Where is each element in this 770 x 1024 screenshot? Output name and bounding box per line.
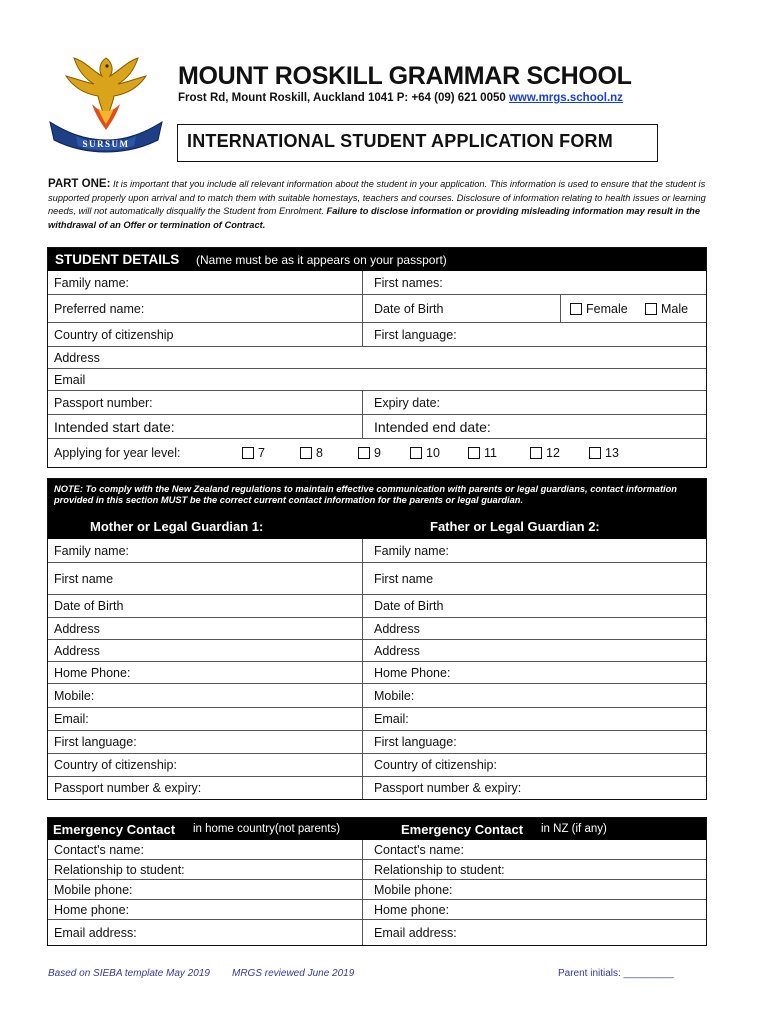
year-7-check-icon xyxy=(242,447,254,459)
emergency-left-label: Contact's name: xyxy=(54,842,144,857)
preferred-name-field[interactable] xyxy=(48,295,144,322)
part-one-label: PART ONE: xyxy=(48,178,111,190)
guardian-right-field[interactable] xyxy=(368,618,420,639)
country-label: Country of citizenship xyxy=(54,327,174,342)
emergency-left-label: Relationship to student: xyxy=(54,862,185,877)
guardians-section xyxy=(47,478,707,800)
first-names-field[interactable] xyxy=(368,271,443,294)
student-details-section xyxy=(47,247,707,468)
guardian-left-label: Email: xyxy=(54,712,89,726)
emergency-section xyxy=(47,817,707,946)
guardian-left-field[interactable] xyxy=(48,731,137,753)
intro-text: It is important that you include all relevant information about the student in your application. This information is used to ensure that the student is supported properly upon arrival and to match them with suitable homestays, teachers and courses. Disclosure of information relating to health issues or learning needs, will not automatically disqualify the Student from Enrolment. xyxy=(48,179,706,217)
guardian-right-field[interactable] xyxy=(368,662,450,683)
school-name: MOUNT ROSKILL GRAMMAR SCHOOL xyxy=(178,62,632,90)
guardian-left-label: Family name: xyxy=(54,543,130,558)
year-12-label: 12 xyxy=(546,446,560,460)
guardian-row xyxy=(48,595,706,618)
passport-label: Passport number: xyxy=(54,395,153,410)
guardian-row xyxy=(48,754,706,777)
guardian-right-label: Address xyxy=(374,643,420,658)
emergency-rows xyxy=(48,840,706,945)
guardian-right-label: Date of Birth xyxy=(374,599,444,613)
year-11-check-icon xyxy=(468,447,480,459)
guardian-right-field[interactable] xyxy=(368,640,420,661)
guardian-right-field[interactable] xyxy=(368,539,449,562)
dob-label: Date of Birth xyxy=(374,301,444,316)
guardian-left-field[interactable] xyxy=(48,640,100,661)
female-checkbox[interactable] xyxy=(570,295,628,322)
passport-field[interactable] xyxy=(48,391,153,414)
guardian-right-label: Country of citizenship: xyxy=(374,758,497,772)
year-13-label: 13 xyxy=(605,446,619,460)
emergency-left-field[interactable] xyxy=(48,880,133,899)
country-field[interactable] xyxy=(48,323,174,346)
emergency-right-label: Email address: xyxy=(374,925,457,940)
footer-parent-initials: Parent initials: _________ xyxy=(558,968,674,979)
year-9-checkbox[interactable] xyxy=(358,439,381,467)
student-row-country xyxy=(48,323,706,347)
year-10-label: 10 xyxy=(426,446,440,460)
guardian-left-field[interactable] xyxy=(48,777,201,799)
intro-paragraph xyxy=(48,178,712,232)
student-details-heading: STUDENT DETAILS xyxy=(55,252,180,267)
emergency-row xyxy=(48,920,706,945)
guardian-left-field[interactable] xyxy=(48,595,123,617)
guardian-row xyxy=(48,731,706,754)
family-name-field[interactable] xyxy=(48,271,129,294)
guardian-right-label: Home Phone: xyxy=(374,665,451,680)
preferred-name-label: Preferred name: xyxy=(54,301,145,316)
emergency-right-field[interactable] xyxy=(368,860,505,879)
emergency-right-field[interactable] xyxy=(368,880,453,899)
address-label: Address xyxy=(54,350,100,365)
guardian-rows xyxy=(48,539,706,799)
footer-reviewed-note: MRGS reviewed June 2019 xyxy=(232,968,355,979)
guardian-left-label: First name xyxy=(54,571,114,586)
first-language-label: First language: xyxy=(374,327,457,342)
guardian-left-field[interactable] xyxy=(48,754,177,776)
guardian-right-field[interactable] xyxy=(368,754,497,776)
guardian-row xyxy=(48,640,706,662)
guardian-right-field[interactable] xyxy=(368,563,433,594)
guardian-right-field[interactable] xyxy=(368,595,443,617)
year-level-label: Applying for year level: xyxy=(54,446,181,460)
guardian-right-field[interactable] xyxy=(368,708,409,730)
guardian-left-label: First language: xyxy=(54,735,137,749)
email-label: Email xyxy=(54,372,86,387)
male-label: Male xyxy=(661,301,689,316)
year-7-checkbox[interactable] xyxy=(242,439,265,467)
guardian-right-field[interactable] xyxy=(368,777,521,799)
guardian-left-label: Passport number & expiry: xyxy=(54,781,202,795)
guardian-left-field[interactable] xyxy=(48,684,94,707)
year-13-checkbox[interactable] xyxy=(589,439,619,467)
guardian-right-label: Mobile: xyxy=(374,688,415,703)
guardian-row xyxy=(48,777,706,799)
guardian-left-label: Address xyxy=(54,621,100,636)
dob-field[interactable] xyxy=(368,295,443,322)
guardian-left-label: Home Phone: xyxy=(54,665,131,680)
guardian-row xyxy=(48,539,706,563)
guardian-left-label: Date of Birth xyxy=(54,599,124,613)
school-crest-logo xyxy=(44,48,168,156)
guardian-row xyxy=(48,662,706,684)
emergency-right-label: Home phone: xyxy=(374,902,450,917)
guardian-row xyxy=(48,563,706,595)
expiry-label: Expiry date: xyxy=(374,395,441,410)
student-row-year-level xyxy=(48,439,706,467)
student-row-dates xyxy=(48,415,706,439)
emergency-row xyxy=(48,900,706,920)
emergency-left-label: Home phone: xyxy=(54,902,130,917)
first-language-field[interactable] xyxy=(368,323,457,346)
emergency-left-label: Email address: xyxy=(54,925,137,940)
emergency-left-heading: Emergency Contact xyxy=(53,822,176,837)
address-text: Frost Rd, Mount Roskill, Auckland 1041 P: +64 (09) 621 0050 xyxy=(178,92,506,104)
emergency-right-field[interactable] xyxy=(368,920,457,945)
emergency-right-field[interactable] xyxy=(368,900,449,919)
emergency-right-label: Mobile phone: xyxy=(374,882,453,897)
guardian-right-label: First name xyxy=(374,571,434,586)
first-names-label: First names: xyxy=(374,275,443,290)
guardian-left-label: Country of citizenship: xyxy=(54,758,177,772)
student-details-subheading: (Name must be as it appears on your passport) xyxy=(196,253,447,267)
student-row-passport xyxy=(48,391,706,415)
emergency-left-label: Mobile phone: xyxy=(54,882,133,897)
end-date-field[interactable] xyxy=(368,415,491,438)
emergency-right-sub: in NZ (if any) xyxy=(541,823,607,835)
emergency-right-heading: Emergency Contact xyxy=(401,822,524,837)
emergency-row xyxy=(48,880,706,900)
school-address xyxy=(178,92,623,104)
emergency-header xyxy=(48,818,706,840)
footer-template-note: Based on SIEBA template May 2019 xyxy=(48,968,210,979)
year-10-checkbox[interactable] xyxy=(410,439,440,467)
emergency-right-label: Relationship to student: xyxy=(374,862,505,877)
emergency-row xyxy=(48,860,706,880)
guardian-2-heading: Father or Legal Guardian 2: xyxy=(430,519,600,534)
guardian-right-label: Passport number & expiry: xyxy=(374,781,522,795)
student-row-preferred xyxy=(48,295,706,323)
phoenix-icon xyxy=(66,58,146,130)
year-8-checkbox[interactable] xyxy=(300,439,323,467)
guardian-right-label: Family name: xyxy=(374,543,450,558)
year-13-check-icon xyxy=(589,447,601,459)
website-link[interactable]: www.mrgs.school.nz xyxy=(508,92,623,104)
year-10-check-icon xyxy=(410,447,422,459)
year-12-check-icon xyxy=(530,447,542,459)
guardian-right-label: First language: xyxy=(374,735,457,749)
guardian-left-field[interactable] xyxy=(48,539,129,562)
emergency-left-sub: in home country(not parents) xyxy=(193,823,341,835)
emergency-row xyxy=(48,840,706,860)
form-title: INTERNATIONAL STUDENT APPLICATION FORM xyxy=(177,124,658,162)
crest-motto: SURSUM xyxy=(82,139,130,149)
guardian-left-label: Mobile: xyxy=(54,688,95,703)
guardian-left-label: Address xyxy=(54,643,100,658)
student-row-address xyxy=(48,347,706,369)
guardian-right-label: Email: xyxy=(374,712,409,726)
expiry-field[interactable] xyxy=(368,391,440,414)
email-field[interactable] xyxy=(48,369,85,390)
emergency-left-field[interactable] xyxy=(48,860,185,879)
guardian-row xyxy=(48,708,706,731)
guardian-row xyxy=(48,618,706,640)
year-12-checkbox[interactable] xyxy=(530,439,560,467)
male-checkbox[interactable] xyxy=(645,295,688,322)
emergency-left-field[interactable] xyxy=(48,920,137,945)
year-8-label: 8 xyxy=(316,446,323,460)
female-label: Female xyxy=(586,301,628,316)
emergency-right-label: Contact's name: xyxy=(374,842,464,857)
intro-warning: Failure to disclose information or providing misleading information may result in the withdrawal of an Offer or termination of Contract. xyxy=(48,206,701,230)
male-check-icon xyxy=(645,303,657,315)
student-row-email xyxy=(48,369,706,391)
guardian-right-field[interactable] xyxy=(368,731,457,753)
guardian-left-field[interactable] xyxy=(48,708,89,730)
end-date-label: Intended end date: xyxy=(374,418,491,435)
student-details-header xyxy=(48,248,706,271)
address-field[interactable] xyxy=(48,347,100,368)
female-check-icon xyxy=(570,303,582,315)
start-date-field[interactable] xyxy=(48,415,175,438)
year-11-label: 11 xyxy=(484,446,497,460)
guardian-left-field[interactable] xyxy=(48,618,100,639)
start-date-label: Intended start date: xyxy=(54,418,175,435)
year-9-check-icon xyxy=(358,447,370,459)
guardians-header xyxy=(48,515,706,539)
family-name-label: Family name: xyxy=(54,275,130,290)
student-row-names xyxy=(48,271,706,295)
year-8-check-icon xyxy=(300,447,312,459)
emergency-right-field[interactable] xyxy=(368,840,464,859)
guardian-right-label: Address xyxy=(374,621,420,636)
guardian-1-heading: Mother or Legal Guardian 1: xyxy=(90,519,264,534)
year-11-checkbox[interactable] xyxy=(468,439,497,467)
year-7-label: 7 xyxy=(258,446,265,460)
guardian-left-field[interactable] xyxy=(48,662,130,683)
guardian-row xyxy=(48,684,706,708)
year-9-label: 9 xyxy=(374,446,381,460)
emergency-left-field[interactable] xyxy=(48,900,129,919)
guardian-left-field[interactable] xyxy=(48,563,113,594)
emergency-left-field[interactable] xyxy=(48,840,144,859)
guardian-right-field[interactable] xyxy=(368,684,414,707)
guardians-note: NOTE: To comply with the New Zealand regulations to maintain effective communication with parents or legal guardians, contact information provided in this section MUST be the correct current contact information for the parents or legal guardian. xyxy=(48,479,706,515)
